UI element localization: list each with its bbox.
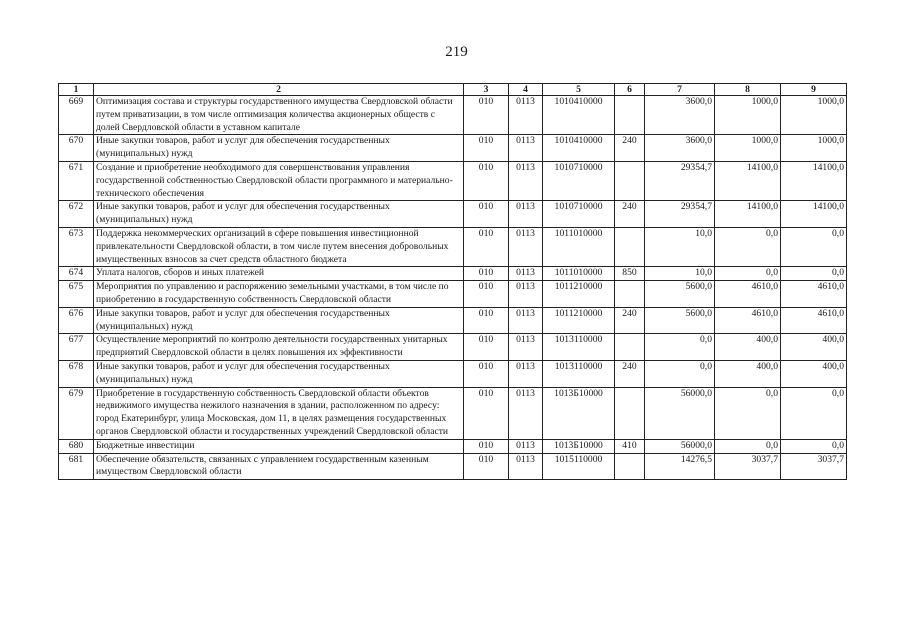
amount-year-1: 5600,0 — [645, 307, 715, 334]
row-description: Приобретение в государственную собственность Свердловской области объектов недвижимого имущества нежилого назначения в здании, расположенном по адресу: город Екатеринбург, улица Московская, дом 11, в целях размещения государственных органов Свердловской области и государственных учреждений Свердловской области — [94, 387, 464, 439]
table-header-row — [59, 84, 847, 96]
amount-year-3: 14100,0 — [781, 161, 847, 200]
amount-year-3: 0,0 — [781, 267, 847, 281]
amount-year-2: 1000,0 — [715, 96, 781, 135]
amount-year-2: 0,0 — [715, 387, 781, 439]
expense-type-code — [615, 334, 645, 361]
amount-year-3: 1000,0 — [781, 96, 847, 135]
page-number: 219 — [445, 44, 468, 60]
target-article-code: 1013Б10000 — [543, 387, 615, 439]
column-header: 7 — [645, 84, 715, 96]
section-code: 0113 — [509, 453, 543, 480]
section-code: 0113 — [509, 281, 543, 308]
target-article-code: 1013110000 — [543, 334, 615, 361]
amount-year-1: 56000,0 — [645, 439, 715, 453]
table-row — [59, 96, 847, 135]
amount-year-2: 0,0 — [715, 267, 781, 281]
row-number: 677 — [59, 334, 94, 361]
ministry-code: 010 — [464, 281, 509, 308]
expense-type-code — [615, 227, 645, 266]
target-article-code: 1010410000 — [543, 135, 615, 162]
section-code: 0113 — [509, 96, 543, 135]
target-article-code: 1011010000 — [543, 267, 615, 281]
section-code: 0113 — [509, 387, 543, 439]
section-code: 0113 — [509, 360, 543, 387]
amount-year-3: 1000,0 — [781, 135, 847, 162]
row-number: 679 — [59, 387, 94, 439]
target-article-code: 1011210000 — [543, 307, 615, 334]
target-article-code: 1011210000 — [543, 281, 615, 308]
ministry-code: 010 — [464, 201, 509, 228]
ministry-code: 010 — [464, 227, 509, 266]
target-article-code: 1011010000 — [543, 227, 615, 266]
expense-type-code: 850 — [615, 267, 645, 281]
amount-year-3: 0,0 — [781, 227, 847, 266]
column-header: 5 — [543, 84, 615, 96]
row-description: Оптимизация состава и структуры государственного имущества Свердловской области путем приватизации, в том числе оптимизация количества акционерных обществ с долей Свердловской области в уставном капитале — [94, 96, 464, 135]
row-number: 676 — [59, 307, 94, 334]
table-row — [59, 307, 847, 334]
row-number: 680 — [59, 439, 94, 453]
row-number: 672 — [59, 201, 94, 228]
amount-year-2: 3037,7 — [715, 453, 781, 480]
column-header: 2 — [94, 84, 464, 96]
row-description: Иные закупки товаров, работ и услуг для обеспечения государственных (муниципальных) нужд — [94, 360, 464, 387]
row-number: 675 — [59, 281, 94, 308]
budget-table — [58, 83, 847, 480]
target-article-code: 1010710000 — [543, 201, 615, 228]
amount-year-1: 3600,0 — [645, 135, 715, 162]
target-article-code: 1015110000 — [543, 453, 615, 480]
table-row — [59, 387, 847, 439]
section-code: 0113 — [509, 334, 543, 361]
expense-type-code — [615, 453, 645, 480]
ministry-code: 010 — [464, 439, 509, 453]
row-description: Поддержка некоммерческих организаций в сфере повышения инвестиционной привлекательности Свердловской области, в том числе путем внесения добровольных имущественных взносов за счет средств областного бюджета — [94, 227, 464, 266]
expense-type-code — [615, 96, 645, 135]
amount-year-1: 0,0 — [645, 360, 715, 387]
row-description: Создание и приобретение необходимого для совершенствования управления государственной собственностью Свердловской области программного и материально-технического обеспечения — [94, 161, 464, 200]
row-description: Уплата налогов, сборов и иных платежей — [94, 267, 464, 281]
table-row — [59, 334, 847, 361]
amount-year-1: 10,0 — [645, 227, 715, 266]
column-header: 9 — [781, 84, 847, 96]
column-header: 6 — [615, 84, 645, 96]
section-code: 0113 — [509, 135, 543, 162]
row-description: Иные закупки товаров, работ и услуг для обеспечения государственных (муниципальных) нужд — [94, 307, 464, 334]
row-number: 670 — [59, 135, 94, 162]
expense-type-code: 240 — [615, 201, 645, 228]
amount-year-1: 5600,0 — [645, 281, 715, 308]
ministry-code: 010 — [464, 135, 509, 162]
amount-year-2: 14100,0 — [715, 161, 781, 200]
section-code: 0113 — [509, 227, 543, 266]
amount-year-1: 14276,5 — [645, 453, 715, 480]
amount-year-2: 1000,0 — [715, 135, 781, 162]
amount-year-1: 29354,7 — [645, 201, 715, 228]
amount-year-2: 4610,0 — [715, 281, 781, 308]
amount-year-1: 3600,0 — [645, 96, 715, 135]
row-number: 673 — [59, 227, 94, 266]
section-code: 0113 — [509, 161, 543, 200]
amount-year-3: 4610,0 — [781, 307, 847, 334]
column-header: 8 — [715, 84, 781, 96]
section-code: 0113 — [509, 307, 543, 334]
amount-year-3: 0,0 — [781, 439, 847, 453]
row-description: Обеспечение обязательств, связанных с управлением государственным казенным имуществом Свердловской области — [94, 453, 464, 480]
ministry-code: 010 — [464, 453, 509, 480]
amount-year-2: 400,0 — [715, 360, 781, 387]
row-number: 678 — [59, 360, 94, 387]
section-code: 0113 — [509, 439, 543, 453]
table-row — [59, 453, 847, 480]
amount-year-1: 56000,0 — [645, 387, 715, 439]
section-code: 0113 — [509, 201, 543, 228]
column-header: 4 — [509, 84, 543, 96]
expense-type-code: 240 — [615, 307, 645, 334]
row-number: 674 — [59, 267, 94, 281]
ministry-code: 010 — [464, 161, 509, 200]
amount-year-3: 4610,0 — [781, 281, 847, 308]
ministry-code: 010 — [464, 267, 509, 281]
amount-year-3: 0,0 — [781, 387, 847, 439]
expense-type-code — [615, 387, 645, 439]
ministry-code: 010 — [464, 334, 509, 361]
amount-year-3: 3037,7 — [781, 453, 847, 480]
ministry-code: 010 — [464, 387, 509, 439]
ministry-code: 010 — [464, 307, 509, 334]
amount-year-2: 0,0 — [715, 439, 781, 453]
row-number: 669 — [59, 96, 94, 135]
table-body — [59, 96, 847, 480]
expense-type-code: 410 — [615, 439, 645, 453]
table-row — [59, 439, 847, 453]
table-row — [59, 360, 847, 387]
target-article-code: 1013Б10000 — [543, 439, 615, 453]
ministry-code: 010 — [464, 96, 509, 135]
table-row — [59, 161, 847, 200]
amount-year-1: 0,0 — [645, 334, 715, 361]
expense-type-code — [615, 161, 645, 200]
amount-year-2: 14100,0 — [715, 201, 781, 228]
amount-year-2: 4610,0 — [715, 307, 781, 334]
table-row — [59, 201, 847, 228]
target-article-code: 1010410000 — [543, 96, 615, 135]
row-description: Бюджетные инвестиции — [94, 439, 464, 453]
amount-year-3: 400,0 — [781, 360, 847, 387]
table-row — [59, 281, 847, 308]
row-description: Иные закупки товаров, работ и услуг для обеспечения государственных (муниципальных) нужд — [94, 135, 464, 162]
row-description: Мероприятия по управлению и распоряжению земельными участками, в том числе по приобретению в государственную собственность Свердловской области — [94, 281, 464, 308]
expense-type-code: 240 — [615, 135, 645, 162]
expense-type-code — [615, 281, 645, 308]
amount-year-1: 10,0 — [645, 267, 715, 281]
amount-year-3: 14100,0 — [781, 201, 847, 228]
amount-year-3: 400,0 — [781, 334, 847, 361]
row-description: Осуществление мероприятий по контролю деятельности государственных унитарных предприятий Свердловской области в целях повышения их эффективности — [94, 334, 464, 361]
target-article-code: 1010710000 — [543, 161, 615, 200]
ministry-code: 010 — [464, 360, 509, 387]
column-header: 1 — [59, 84, 94, 96]
expense-type-code: 240 — [615, 360, 645, 387]
column-header: 3 — [464, 84, 509, 96]
row-number: 671 — [59, 161, 94, 200]
amount-year-1: 29354,7 — [645, 161, 715, 200]
row-description: Иные закупки товаров, работ и услуг для обеспечения государственных (муниципальных) нужд — [94, 201, 464, 228]
table-row — [59, 267, 847, 281]
amount-year-2: 400,0 — [715, 334, 781, 361]
amount-year-2: 0,0 — [715, 227, 781, 266]
row-number: 681 — [59, 453, 94, 480]
target-article-code: 1013110000 — [543, 360, 615, 387]
section-code: 0113 — [509, 267, 543, 281]
table-row — [59, 227, 847, 266]
table-row — [59, 135, 847, 162]
